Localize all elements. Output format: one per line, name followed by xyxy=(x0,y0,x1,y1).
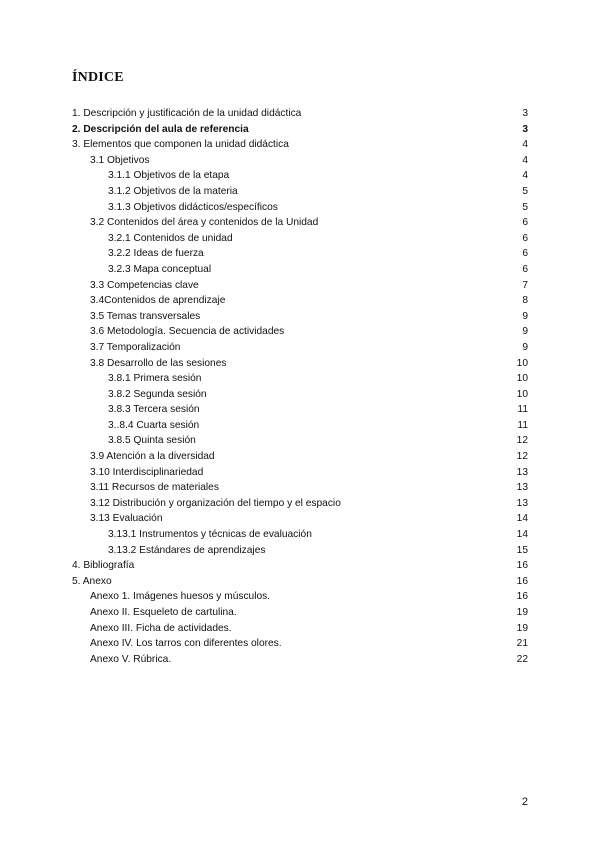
toc-entry-page: 5 xyxy=(522,185,528,197)
toc-entry[interactable] xyxy=(72,246,528,262)
toc-entry-label: Anexo IV. Los tarros con diferentes olores. xyxy=(90,638,282,650)
toc-entry[interactable] xyxy=(72,449,528,465)
toc-entry-label: 3.2.1 Contenidos de unidad xyxy=(108,232,233,244)
toc-entry[interactable] xyxy=(72,418,528,434)
toc-entry-label: 3.2 Contenidos del área y contenidos de la Unidad xyxy=(90,217,319,229)
toc-entry[interactable] xyxy=(72,231,528,247)
toc-entry-label: 3. Elementos que componen la unidad didáctica xyxy=(72,139,289,151)
toc-entry-label: 3.6 Metodología. Secuencia de actividades xyxy=(90,326,285,338)
toc-entry[interactable] xyxy=(72,293,528,309)
toc-entry[interactable] xyxy=(72,184,528,200)
page-number: 2 xyxy=(521,796,528,808)
toc-entry-page: 9 xyxy=(522,310,528,322)
toc-entry[interactable] xyxy=(72,215,528,231)
toc-entry-page: 11 xyxy=(517,419,528,431)
toc-entry[interactable] xyxy=(72,527,528,543)
toc-entry[interactable] xyxy=(72,465,528,481)
toc-entry-page: 16 xyxy=(516,560,528,572)
toc-entry-page: 15 xyxy=(516,544,528,556)
toc-entry-label: 3.12 Distribución y organización del tiempo y el espacio xyxy=(90,497,341,509)
toc-entry-label: 3.13.1 Instrumentos y técnicas de evaluación xyxy=(108,529,312,541)
toc-entry-label: Anexo 1. Imágenes huesos y músculos. xyxy=(90,591,271,603)
toc-entry-page: 7 xyxy=(522,279,528,291)
toc-entry-label: 3.9 Atención a la diversidad xyxy=(90,451,215,463)
toc-entry[interactable] xyxy=(72,168,528,184)
toc-entry[interactable] xyxy=(72,589,528,605)
toc-entry-label: 3.13.2 Estándares de aprendizajes xyxy=(108,544,266,556)
toc-entry-label: Anexo V. Rúbrica. xyxy=(90,653,172,665)
toc-entry-label: 3.10 Interdisciplinariedad xyxy=(90,466,204,478)
toc-entry-label: 3.8.1 Primera sesión xyxy=(108,373,202,385)
toc-entry-label: 3.8 Desarrollo de las sesiones xyxy=(90,357,227,369)
toc-entry-label: 3.1.3 Objetivos didácticos/específicos xyxy=(108,201,278,213)
toc-entry-page: 16 xyxy=(516,591,528,603)
toc-entry-label: 3.1 Objetivos xyxy=(90,154,150,166)
toc-entry-label: 4. Bibliografía xyxy=(72,560,135,572)
toc-entry[interactable] xyxy=(72,621,528,637)
toc-entry[interactable] xyxy=(72,402,528,418)
toc-entry[interactable] xyxy=(72,574,528,590)
toc-entry-page: 14 xyxy=(516,513,528,525)
toc-entry-page: 6 xyxy=(522,217,528,229)
toc-entry-label: 3.11 Recursos de materiales xyxy=(90,482,219,494)
toc-entry[interactable] xyxy=(72,106,528,122)
toc-entry-page: 13 xyxy=(516,466,528,478)
toc-entry[interactable] xyxy=(72,480,528,496)
toc-entry[interactable] xyxy=(72,496,528,512)
toc-entry[interactable] xyxy=(72,122,528,138)
toc-entry-label: 3.3 Competencias clave xyxy=(90,279,199,291)
toc-entry-page: 16 xyxy=(516,575,528,587)
toc-entry-page: 3 xyxy=(522,123,528,135)
toc-entry-page: 6 xyxy=(522,248,528,260)
table-of-contents xyxy=(72,106,528,667)
toc-entry-page: 13 xyxy=(516,482,528,494)
toc-entry[interactable] xyxy=(72,371,528,387)
toc-entry[interactable] xyxy=(72,137,528,153)
toc-entry-page: 19 xyxy=(516,607,528,618)
toc-entry-page: 6 xyxy=(522,232,528,244)
toc-entry-page: 6 xyxy=(522,263,528,275)
toc-entry-page: 14 xyxy=(516,529,528,541)
page-title: ÍNDICE xyxy=(72,70,124,85)
toc-entry-page: 10 xyxy=(516,388,528,400)
toc-entry-page: 9 xyxy=(522,341,528,353)
toc-entry-label: 3.5 Temas transversales xyxy=(90,310,201,322)
toc-entry-label: 1. Descripción y justificación de la unidad didáctica xyxy=(72,108,302,119)
toc-entry-label: 3.8.5 Quinta sesión xyxy=(108,435,196,447)
toc-entry[interactable] xyxy=(72,153,528,169)
toc-entry-page: 22 xyxy=(516,653,528,665)
toc-entry[interactable] xyxy=(72,340,528,356)
toc-entry-label: 3.7 Temporalización xyxy=(90,341,181,353)
toc-entry[interactable] xyxy=(72,262,528,278)
toc-entry-label: 3..8.4 Cuarta sesión xyxy=(108,419,200,431)
toc-entry-page: 10 xyxy=(516,373,528,385)
toc-entry-label: 3.1.2 Objetivos de la materia xyxy=(108,185,238,197)
toc-entry-page: 5 xyxy=(522,201,528,213)
toc-entry-label: 3.13 Evaluación xyxy=(90,513,163,525)
toc-entry-page: 12 xyxy=(516,435,528,447)
toc-entry[interactable] xyxy=(72,309,528,325)
toc-entry[interactable] xyxy=(72,558,528,574)
toc-entry[interactable] xyxy=(72,278,528,294)
toc-entry[interactable] xyxy=(72,605,528,621)
toc-entry-label: 3.2.3 Mapa conceptual xyxy=(108,263,212,275)
toc-entry-label: Anexo II. Esqueleto de cartulina. xyxy=(90,607,237,618)
toc-entry-label: 3.8.3 Tercera sesión xyxy=(108,404,200,416)
toc-entry[interactable] xyxy=(72,387,528,403)
toc-entry[interactable] xyxy=(72,200,528,216)
toc-entry-page: 11 xyxy=(517,404,528,416)
toc-entry-page: 10 xyxy=(516,357,528,369)
toc-entry[interactable] xyxy=(72,652,528,668)
toc-entry-page: 3 xyxy=(522,108,528,119)
toc-entry-label: 3.8.2 Segunda sesión xyxy=(108,388,207,400)
toc-entry[interactable] xyxy=(72,356,528,372)
toc-entry-label: 2. Descripción del aula de referencia xyxy=(72,123,249,135)
toc-entry[interactable] xyxy=(72,324,528,340)
toc-entry-page: 19 xyxy=(516,622,528,634)
toc-entry[interactable] xyxy=(72,433,528,449)
toc-entry-page: 4 xyxy=(522,154,528,166)
toc-entry-page: 4 xyxy=(522,170,528,182)
toc-entry-page: 12 xyxy=(516,451,528,463)
toc-entry-label: 3.2.2 Ideas de fuerza xyxy=(108,248,204,260)
toc-entry[interactable] xyxy=(72,636,528,652)
toc-entry-label: 5. Anexo xyxy=(72,575,112,587)
toc-entry-label: 3.4Contenidos de aprendizaje xyxy=(90,295,226,307)
toc-entry-page: 4 xyxy=(522,139,528,151)
toc-entry-label: Anexo III. Ficha de actividades. xyxy=(90,622,232,634)
toc-entry-label: 3.1.1 Objetivos de la etapa xyxy=(108,170,230,182)
toc-entry-page: 8 xyxy=(522,295,528,307)
toc-entry-page: 21 xyxy=(516,638,528,650)
toc-entry[interactable] xyxy=(72,543,528,559)
toc-entry-page: 9 xyxy=(522,326,528,338)
toc-entry[interactable] xyxy=(72,511,528,527)
toc-entry-page: 13 xyxy=(516,497,528,509)
